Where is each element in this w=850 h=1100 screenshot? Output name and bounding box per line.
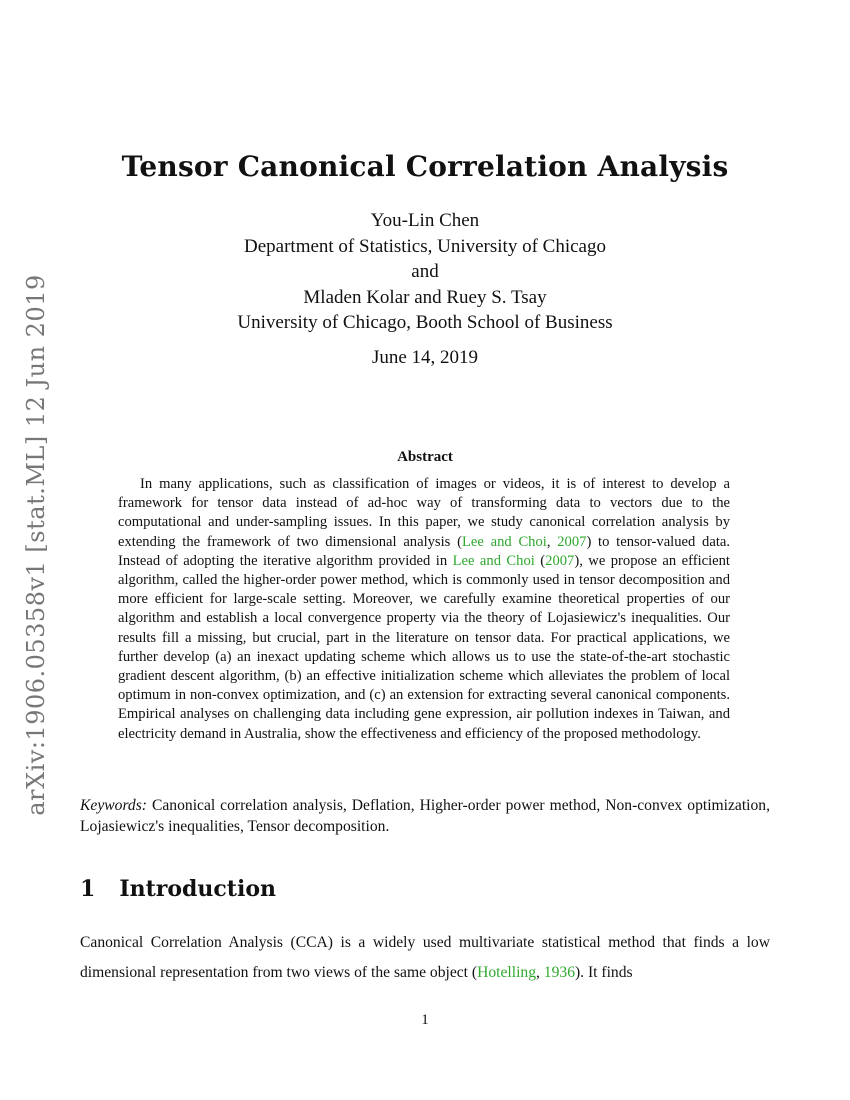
arxiv-identifier: arXiv:1906.05358v1 [stat.ML] 12 Jun 2019 [22,274,50,816]
citation-year-link[interactable]: 2007 [545,552,575,569]
citation-link[interactable]: Hotelling [477,964,536,981]
author-name: You-Lin Chen [370,210,480,231]
keywords-text: Canonical correlation analysis, Deflation, Higher-order power method, Non-convex optimization, Lojasiewicz's inequalities, Tensor decomposition. [80,797,770,835]
abstract-text: ) to tensor-valued data. Instead of adopting the iterative algorithm provided in [118,533,731,569]
coauthor-affiliation: University of Chicago, Booth School of Business [237,312,613,333]
abstract-text: ), we propose an efficient algorithm, called the higher-order power method, which is commonly used in tensor decomposition and more efficient for large-scale setting. Moreover, we carefully examine theoretical properties of our algorithm and establish a local convergence property via the theory of Lojasiewicz's inequalities. Our results fill a missing, but crucial, part in the literature on tensor data. For practical applications, we further develop (a) an inexact updating scheme which allows us to use the state-of-the-art stochastic gradient descent algorithm, (b) an effective initialization scheme which alleviates the problem of local optimum in non-convex optimization, and (c) an extension for extracting several canonical components. Empirical analyses on challenging data including gene expression, air pollution indexes in Taiwan, and electricity demand in Australia, show the effectiveness and efficiency of the proposed methodology. [118,552,730,742]
section-title: Introduction [119,876,276,902]
citation-year-link[interactable]: 1936 [543,964,575,981]
intro-text: Canonical Correlation Analysis (CCA) is a widely used multivariate statistical method that finds a low dimensional representation from two views of the same object ( [80,934,770,981]
citation-separator: , [546,533,558,550]
section-heading [80,876,276,902]
intro-paragraph [80,928,770,988]
abstract-text: In many applications, such as classification of images or videos, it is of interest to develop a framework for tensor data instead of ad-hoc way of transforming data to vectors due to the computational and under-sampling issues. In this paper, we study canonical correlation analysis by extending the framework of two dimensional analysis ( [118,476,730,550]
citation-link[interactable]: Lee and Choi [452,552,535,569]
keywords-paragraph [80,795,770,837]
citation-link[interactable]: Lee and Choi [461,533,547,550]
author-affiliation: Department of Statistics, University of Chicago [244,235,606,257]
keywords-label: Keywords: [80,797,147,814]
citation-year-link[interactable]: 2007 [557,533,587,550]
intro-text: ). It finds [574,964,633,981]
abstract-body [118,475,730,744]
page-number: 1 [421,1012,429,1028]
paper-date: June 14, 2019 [371,347,479,368]
abstract-text: ( [534,552,546,569]
coauthor-names: Mladen Kolar and Ruey S. Tsay [303,286,547,308]
author-separator: and [411,261,439,282]
abstract-heading: Abstract [397,449,453,465]
paper-title: Tensor Canonical Correlation Analysis [121,150,729,183]
author-block [0,208,850,336]
citation-separator: , [536,964,544,981]
section-number: 1 [80,876,96,902]
